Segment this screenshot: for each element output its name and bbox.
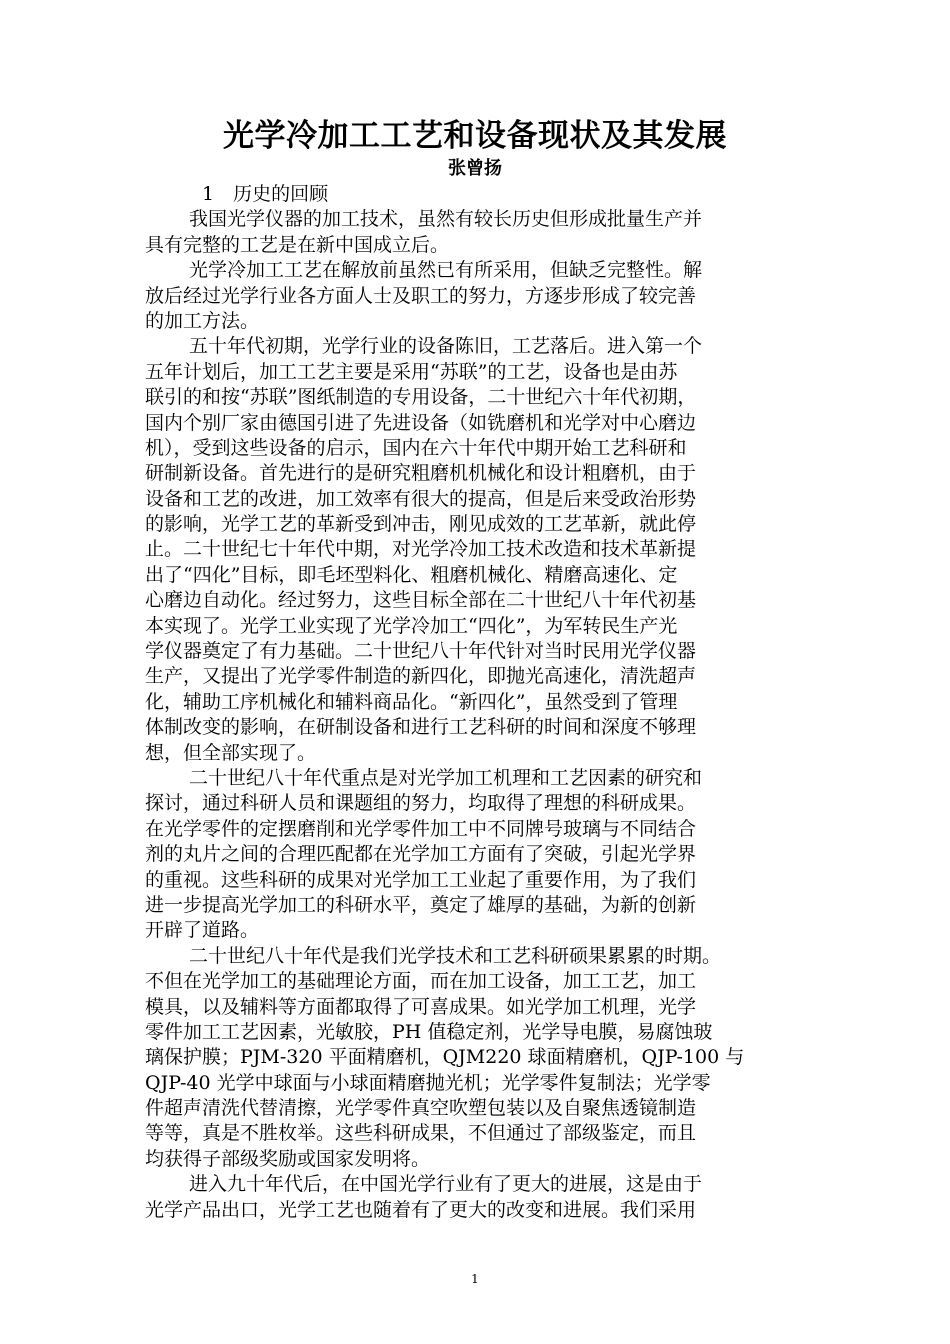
text-line: 不但在光学加工的基础理论方面，而在加工设备，加工工艺，加工 bbox=[145, 970, 697, 993]
text-line: 二十世纪八十年代是我们光学技术和工艺科研硕果累累的时期。 bbox=[189, 944, 722, 967]
text-line: 国内个别厂家由德国引进了先进设备（如铣磨机和光学对中心磨边 bbox=[145, 411, 697, 434]
text-line: 生产，又提出了光学零件制造的新四化，即抛光高速化，清洗超声 bbox=[145, 665, 697, 688]
text-line: 五十年代初期，光学行业的设备陈旧，工艺落后。进入第一个 bbox=[189, 335, 703, 358]
text-line: 开辟了道路。 bbox=[145, 919, 260, 942]
section-heading: 1 历史的回顾 bbox=[202, 183, 329, 205]
text-line: 剂的丸片之间的合理匹配都在光学加工方面有了突破，引起光学界 bbox=[145, 843, 697, 866]
text-line: 光学冷加工工艺在解放前虽然已有所采用，但缺乏完整性。解 bbox=[189, 259, 703, 282]
text-line: 联引的和按“苏联”图纸制造的专用设备，二十世纪六十年代初期， bbox=[145, 386, 697, 409]
text-line: 出了“四化”目标，即毛坯型料化、粗磨机械化、精磨高速化、定 bbox=[145, 563, 678, 586]
text-line: 光学产品出口，光学工艺也随着有了更大的改变和进展。我们采用 bbox=[145, 1198, 697, 1221]
document-body bbox=[145, 182, 815, 1223]
text-line: 止。二十世纪七十年代中期，对光学冷加工技术改造和技术革新提 bbox=[145, 538, 697, 561]
text-line: 件超声清洗代替清擦，光学零件真空吹塑包装以及自聚焦透镜制造 bbox=[145, 1097, 697, 1120]
text-line: 研制新设备。首先进行的是研究粗磨机机械化和设计粗磨机，由于 bbox=[145, 462, 697, 485]
text-line: 均获得子部级奖励或国家发明将。 bbox=[145, 1147, 431, 1170]
text-line: 具有完整的工艺是在新中国成立后。 bbox=[145, 233, 450, 256]
text-line: 模具，以及辅料等方面都取得了可喜成果。如光学加工机理，光学 bbox=[145, 995, 697, 1018]
page-number: 1 bbox=[471, 1272, 479, 1286]
text-line: 二十世纪八十年代重点是对光学加工机理和工艺因素的研究和 bbox=[189, 766, 703, 789]
document-author: 张曾扬 bbox=[448, 158, 502, 179]
text-line: 学仪器奠定了有力基础。二十世纪八十年代针对当时民用光学仪器 bbox=[145, 640, 697, 663]
text-line: 放后经过光学行业各方面人士及职工的努力，方逐步形成了较完善 bbox=[145, 284, 697, 307]
text-line: QJP-40 光学中球面与小球面精磨抛光机；光学零件复制法；光学零 bbox=[145, 1071, 711, 1094]
text-line: 本实现了。光学工业实现了光学冷加工“四化”，为军转民生产光 bbox=[145, 614, 678, 637]
text-line: 的影响，光学工艺的革新受到冲击，刚见成效的工艺革新，就此停 bbox=[145, 513, 697, 536]
text-line: 零件加工工艺因素，光敏胶，PH 值稳定剂，光学导电膜，易腐蚀玻 bbox=[145, 1020, 713, 1043]
text-line: 五年计划后，加工工艺主要是采用“苏联”的工艺，设备也是由苏 bbox=[145, 360, 678, 383]
text-line: 探讨，通过科研人员和课题组的努力，均取得了理想的科研成果。 bbox=[145, 792, 697, 815]
text-line: 进入九十年代后，在中国光学行业有了更大的进展，这是由于 bbox=[189, 1173, 703, 1196]
text-line: 设备和工艺的改进，加工效率有很大的提高，但是后来受政治形势 bbox=[145, 487, 697, 510]
text-line: 机），受到这些设备的启示，国内在六十年代中期开始工艺科研和 bbox=[145, 436, 687, 459]
text-line: 体制改变的影响，在研制设备和进行工艺科研的时间和深度不够理 bbox=[145, 716, 697, 739]
document-title: 光学冷加工工艺和设备现状及其发展 bbox=[223, 118, 727, 154]
text-line: 化，辅助工序机械化和辅料商品化。“新四化”，虽然受到了管理 bbox=[145, 690, 678, 713]
text-line: 的加工方法。 bbox=[145, 309, 260, 332]
text-line: 进一步提高光学加工的科研水平，奠定了雄厚的基础，为新的创新 bbox=[145, 893, 697, 916]
text-line: 等等，真是不胜枚举。这些科研成果，不但通过了部级鉴定，而且 bbox=[145, 1122, 697, 1145]
text-line: 想，但全部实现了。 bbox=[145, 741, 317, 764]
text-line: 我国光学仪器的加工技术，虽然有较长历史但形成批量生产并 bbox=[189, 208, 703, 231]
text-line: 心磨边自动化。经过努力，这些目标全部在二十世纪八十年代初基 bbox=[145, 589, 697, 612]
text-line: 璃保护膜；PJM-320 平面精磨机，QJM220 球面精磨机，QJP-100 与 bbox=[145, 1046, 745, 1069]
text-line: 在光学零件的定摆磨削和光学零件加工中不同牌号玻璃与不同结合 bbox=[145, 817, 697, 840]
text-line: 的重视。这些科研的成果对光学加工工业起了重要作用，为了我们 bbox=[145, 868, 697, 891]
